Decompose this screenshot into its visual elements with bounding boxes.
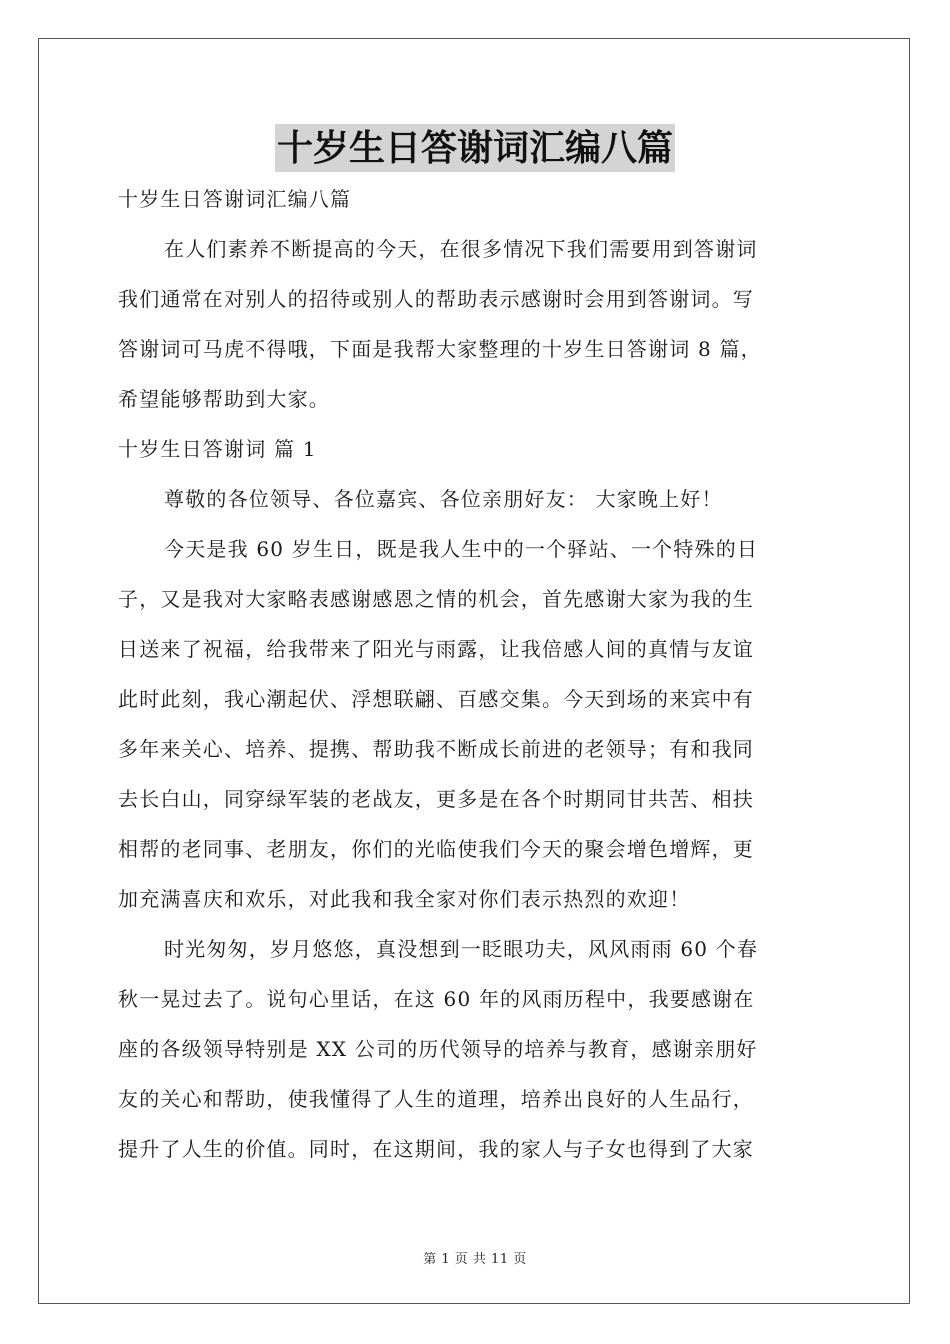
- document-title-text: 十岁生日答谢词汇编八篇: [275, 124, 675, 172]
- intro-line-4: 希望能够帮助到大家。: [118, 387, 330, 411]
- document-body: [118, 174, 834, 1174]
- document-title: [0, 124, 950, 172]
- paragraph-1-line-1: 今天是我 60 岁生日，既是我人生中的一个驿站、一个特殊的日: [164, 537, 759, 561]
- intro-line-1: 在人们素养不断提高的今天，在很多情况下我们需要用到答谢词: [164, 237, 758, 261]
- paragraph-2-line-1: 时光匆匆，岁月悠悠，真没想到一眨眼功夫，风风雨雨 60 个春: [164, 937, 759, 961]
- paragraph-2-line-4: 友的关心和帮助，使我懂得了人生的道理，培养出良好的人生品行，: [118, 1087, 754, 1111]
- intro-line-2: 我们通常在对别人的招待或别人的帮助表示感谢时会用到答谢词。写: [118, 287, 754, 311]
- section-heading-1: 十岁生日答谢词 篇 1: [118, 437, 317, 461]
- intro-line-3: 答谢词可马虎不得哦，下面是我帮大家整理的十岁生日答谢词 8 篇，: [118, 337, 762, 361]
- paragraph-1-line-8: 加充满喜庆和欢乐，对此我和我全家对你们表示热烈的欢迎！: [118, 887, 691, 911]
- paragraph-1-line-2: 子，又是我对大家略表感谢感恩之情的机会，首先感谢大家为我的生: [118, 587, 754, 611]
- paragraph-2-line-5: 提升了人生的价值。同时，在这期间，我的家人与子女也得到了大家: [118, 1137, 754, 1161]
- paragraph-2-line-2: 秋一晃过去了。说句心里话，在这 60 年的风雨历程中，我要感谢在: [118, 987, 755, 1011]
- paragraph-1-line-6: 去长白山，同穿绿军装的老战友，更多是在各个时期同甘共苦、相扶: [118, 787, 754, 811]
- greeting-line: 尊敬的各位领导、各位嘉宾、各位亲朋好友： 大家晚上好！: [164, 487, 723, 511]
- paragraph-1-line-3: 日送来了祝福，给我带来了阳光与雨露，让我倍感人间的真情与友谊: [118, 637, 754, 661]
- paragraph-1-line-4: 此时此刻，我心潮起伏、浮想联翩、百感交集。今天到场的来宾中有: [118, 687, 754, 711]
- paragraph-1-line-5: 多年来关心、培养、提携、帮助我不断成长前进的老领导；有和我同: [118, 737, 754, 761]
- page-number: 第 1 页 共 11 页: [423, 1252, 527, 1267]
- paragraph-2-line-3: 座的各级领导特别是 XX 公司的历代领导的培养与教育，感谢亲朋好: [118, 1037, 758, 1061]
- paragraph-1-line-7: 相帮的老同事、老朋友，你们的光临使我们今天的聚会增色增辉，更: [118, 837, 754, 861]
- subtitle-line: 十岁生日答谢词汇编八篇: [118, 187, 352, 211]
